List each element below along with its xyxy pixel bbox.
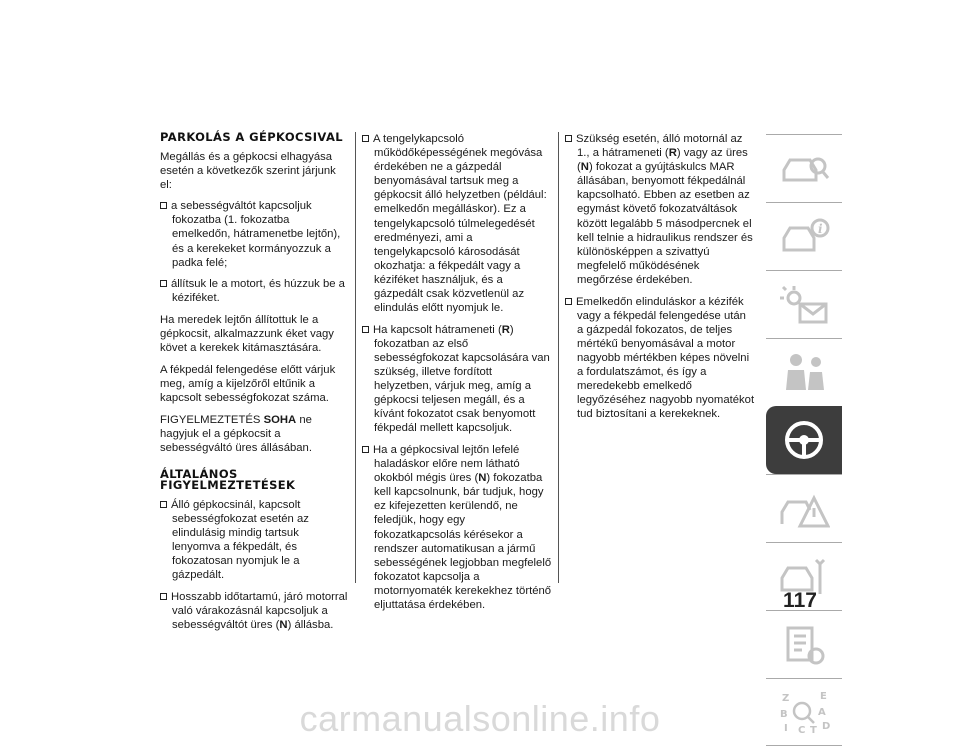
bullet-text: ) fokozatban az első sebességfokozat kapcsolására van szükség, illetve fordított helyzetben, várjuk meg, amíg a gépkocsi teljesen megáll, és a kívánt fokozatot csak benyomott fékpedál mellett kapcsoljuk. (374, 323, 550, 435)
gear-letter: N (478, 472, 487, 485)
column-divider (355, 132, 356, 583)
gear-letter: R (668, 147, 677, 160)
checkbox-bullet-icon (160, 501, 167, 508)
bullet-item (362, 323, 552, 436)
bullet-text: Szükség esetén, álló motornál az 1., a hátrameneti ( (576, 133, 743, 160)
index-letter: C (798, 725, 806, 735)
warning-label: FIGYELMEZTETÉS (160, 413, 264, 426)
checkbox-bullet-icon (362, 446, 369, 453)
paragraph: A fékpedál felengedése előtt várjuk meg, amíg a kijelzőről eltűnik a kapcsolt sebességfokozat száma. (160, 363, 336, 404)
gear-letter: N (279, 619, 288, 632)
column-1 (160, 132, 350, 640)
index-letter: E (820, 691, 827, 702)
tab-emergency[interactable] (766, 474, 842, 542)
gear-letter: N (580, 161, 589, 174)
bullet-text: a sebességváltót kapcsoljuk fokozatba (1. fokozatba emelkedőn, hátramenetbe lejtőn), és a kerekeket kormányozzuk a padka felé; (171, 200, 341, 269)
gear-letter: R (501, 323, 510, 336)
bullet-text: ) állásba. (287, 619, 334, 632)
bullet-text: Hosszabb időtartamú, járó motorral való várakozásnál kapcsoljuk a sebességváltót üres ( (171, 590, 348, 632)
chapter-tabs (766, 134, 842, 746)
steering-wheel-icon (778, 417, 830, 463)
checkbox-bullet-icon (362, 326, 369, 333)
bullet-item (160, 277, 350, 305)
tab-warning-lights[interactable] (766, 270, 842, 338)
bullet-item (362, 443, 552, 612)
index-letter: D (822, 721, 830, 732)
checkbox-bullet-icon (565, 298, 572, 305)
bullet-item (565, 132, 755, 287)
bullet-text: Ha kapcsolt hátrameneti ( (373, 323, 502, 336)
index-letter: B (780, 709, 788, 720)
bullet-text: Ha a gépkocsival lejtőn lefelé haladáskor előre nem látható okokból mégis üres ( (373, 443, 520, 485)
heading-general-warnings: ÁLTALÁNOS FIGYELMEZTETÉSEK (160, 466, 296, 493)
checkbox-bullet-icon (160, 202, 167, 209)
checkbox-bullet-icon (160, 593, 167, 600)
car-info-icon (778, 214, 830, 260)
car-warning-triangle-icon (778, 486, 830, 532)
bullet-text: Álló gépkocsinál, kapcsolt sebességfokozat esetén az elindulásig mindig tartsuk lenyomva a fékpedált, és fokozatosan nyomjuk le a gázpedált. (171, 498, 309, 582)
column-3 (565, 132, 755, 429)
paragraph: Ha meredek lejtőn állítottuk le a gépkocsit, alkalmazzunk éket vagy követ a kerekek kitámasztására. (160, 313, 334, 355)
bullet-text: Emelkedőn elinduláskor a kézifék vagy a fékpedál felengedése után a gázpedál fokozatos, de teljes mértékű benyomásával a motor nagyobb mértékben képes növelni a fordulatszámot, és így a meredekebb emelkedő legyőzéséhez nagyobb nyomatékot tud biztosítani a kerekeknek. (576, 295, 755, 421)
warning-paragraph (160, 413, 350, 455)
heading-parking: PARKOLÁS A GÉPKOCSIVAL (160, 130, 343, 144)
checklist-gear-icon (778, 622, 830, 668)
svg-text:i: i (818, 221, 823, 236)
watermark: carmanualsonline.info (299, 698, 661, 739)
seatbelt-people-icon (778, 350, 830, 396)
checkbox-bullet-icon (362, 135, 369, 142)
bullet-item (160, 199, 350, 269)
bullet-item (565, 295, 755, 422)
page-number: 117 (783, 589, 817, 612)
index-letter: T (810, 725, 817, 735)
column-divider (558, 132, 559, 583)
tab-safety[interactable] (766, 338, 842, 406)
tab-info[interactable] (766, 202, 842, 270)
warning-light-envelope-icon (778, 282, 830, 328)
bullet-item (160, 498, 350, 583)
tab-technical-data[interactable] (766, 610, 842, 678)
warning-emphasis: SOHA (263, 413, 297, 426)
bullet-item (160, 590, 350, 632)
tab-starting-driving[interactable] (766, 406, 842, 474)
warning-text: ne hagyjuk el a gépkocsit a sebességváltó üres állásában. (160, 413, 312, 454)
index-letter: I (784, 723, 788, 734)
bullet-text: ) fokozat a gyújtáskulcs MAR állásában, benyomott fékpedálnál kapcsolható. Ebben az esetben az egymást követő fokozatváltások között legalább 5 másodpercnek el kell telnie a hidraulikus rendszer és különösképpen a szivattyú megfelelő működésének megőrzése érdekében. (577, 161, 753, 286)
bullet-text: állítsuk le a motort, és húzzuk be a kéziféket. (171, 278, 345, 305)
intro-text: Megállás és a gépkocsi elhagyása esetén a következők szerint járjunk el: (160, 150, 336, 191)
column-2 (362, 132, 552, 620)
bullet-text: ) vagy az üres ( (577, 147, 748, 174)
checkbox-bullet-icon (565, 135, 572, 142)
car-magnifier-icon (778, 146, 830, 192)
bullet-text: A tengelykapcsoló működőképességének megóvása érdekében ne a gázpedál benyomásával tartsuk meg a gépkocsit álló helyzetben (például: emelkedőn megálláskor). Ez a tengelykapcsoló túlmelegedését eredményezi, ami a tengelykapcsoló károsodását okozhatja: a fékpedált vagy a kéziféket használjuk, és a gázpedált csak közvetlenül az elindulás előtt nyomjuk le. (373, 133, 547, 315)
checkbox-bullet-icon (160, 280, 167, 287)
index-letter: A (818, 707, 826, 718)
bullet-item (362, 132, 552, 315)
bullet-text: ) fokozatba kell kapcsolnunk, bár tudjuk, hogy ez kifejezetten kerülendő, ne feledjük, hogy egy fokozatkapcsolás kérésekor a rendszer automatikusan a jármű sebességének legjobban megfelelő fokozatot kapcsolja a motornyomaték kerekekhez történő eljuttatása érdekében. (374, 472, 552, 611)
index-letter: Z (782, 693, 790, 704)
tab-knowing-car[interactable] (766, 134, 842, 202)
